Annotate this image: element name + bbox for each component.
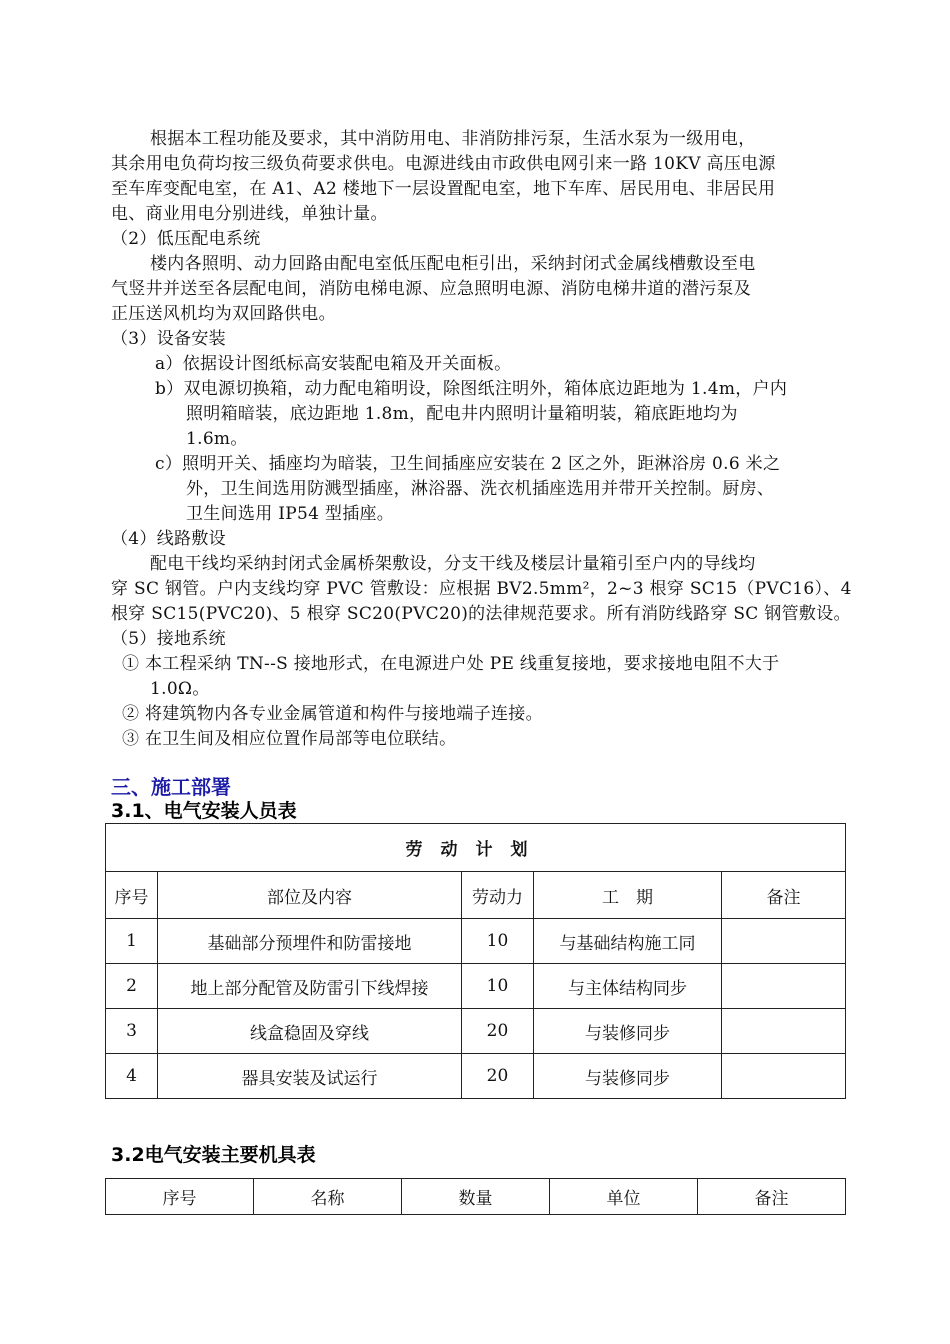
body-line: 穿 SC 钢管。户内支线均穿 PVC 管敷设：应根据 BV2.5mm²，2~3 根穿 SC15（PVC16）、4 <box>111 579 852 599</box>
table-cell: 与装修同步 <box>534 1009 722 1054</box>
body-line: 楼内各照明、动力回路由配电室低压配电柜引出，采纳封闭式金属线槽敷设至电 <box>150 254 756 274</box>
header-cell: 备注 <box>722 872 846 919</box>
body-line: c）照明开关、插座均为暗装，卫生间插座应安装在 2 区之外，距淋浴房 0.6 米之 <box>155 454 781 474</box>
body-line: （5）接地系统 <box>111 629 226 649</box>
subsection-heading-personnel: 3.1、电气安装人员表 <box>111 800 297 822</box>
table-cell <box>722 1009 846 1054</box>
table-cell: 与基础结构施工同 <box>534 919 722 964</box>
header-cell: 工 期 <box>534 872 722 919</box>
table-cell: 2 <box>106 964 158 1009</box>
table-cell: 3 <box>106 1009 158 1054</box>
labor-plan-table <box>105 823 846 1099</box>
body-line: a）依据设计图纸标高安装配电箱及开关面板。 <box>155 354 512 374</box>
subsection-heading-tools: 3.2电气安装主要机具表 <box>111 1144 316 1166</box>
header-cell: 部位及内容 <box>158 872 462 919</box>
body-line: 外，卫生间选用防溅型插座，淋浴器、洗衣机插座选用并带开关控制。厨房、 <box>186 479 775 499</box>
section-heading: 三、施工部署 <box>111 775 231 799</box>
table-row <box>106 964 846 1009</box>
body-line: 根据本工程功能及要求，其中消防用电、非消防排污泵，生活水泵为一级用电， <box>150 129 756 149</box>
table-cell: 20 <box>462 1009 534 1054</box>
body-line: 照明箱暗装，底边距地 1.8m，配电井内照明计量箱明装，箱底距地均为 <box>186 404 738 424</box>
table-row <box>106 1009 846 1054</box>
body-line: 根穿 SC15(PVC20)、5 根穿 SC20(PVC20)的法律规范要求。所有消防线路穿 SC 钢管敷设。 <box>111 604 851 624</box>
body-line: ③ 在卫生间及相应位置作局部等电位联结。 <box>122 729 457 749</box>
body-line: 1.0Ω。 <box>150 679 210 699</box>
table-cell: 基础部分预埋件和防雷接地 <box>158 919 462 964</box>
body-line: ② 将建筑物内各专业金属管道和构件与接地端子连接。 <box>122 704 543 724</box>
table-cell: 与主体结构同步 <box>534 964 722 1009</box>
body-line: 气竖井并送至各层配电间，消防电梯电源、应急照明电源、消防电梯井道的潜污泵及 <box>111 279 752 299</box>
header-cell: 劳动力 <box>462 872 534 919</box>
header-cell: 序号 <box>106 1179 254 1215</box>
body-line: 正压送风机均为双回路供电。 <box>111 304 336 324</box>
table-cell: 地上部分配管及防雷引下线焊接 <box>158 964 462 1009</box>
body-line: b）双电源切换箱，动力配电箱明设，除图纸注明外，箱体底边距地为 1.4m，户内 <box>155 379 788 399</box>
table-cell: 与装修同步 <box>534 1054 722 1099</box>
body-line: 1.6m。 <box>186 429 248 449</box>
table-row <box>106 919 846 964</box>
header-cell: 单位 <box>550 1179 698 1215</box>
table-cell: 器具安装及试运行 <box>158 1054 462 1099</box>
body-line: （2）低压配电系统 <box>111 229 261 249</box>
table-cell: 10 <box>462 964 534 1009</box>
table-cell <box>722 964 846 1009</box>
table-row <box>106 1054 846 1099</box>
table-cell <box>722 1054 846 1099</box>
body-line: 至车库变配电室，在 A1、A2 楼地下一层设置配电室，地下车库、居民用电、非居民用 <box>111 179 776 199</box>
header-cell: 数量 <box>402 1179 550 1215</box>
table-cell: 4 <box>106 1054 158 1099</box>
body-line: 卫生间选用 IP54 型插座。 <box>186 504 395 524</box>
table-cell: 10 <box>462 919 534 964</box>
body-line: ① 本工程采纳 TN--S 接地形式，在电源进户处 PE 线重复接地，要求接地电阻不大于 <box>122 654 780 674</box>
header-cell: 序号 <box>106 872 158 919</box>
body-line: 其余用电负荷均按三级负荷要求供电。电源进线由市政供电网引来一路 10KV 高压电源 <box>111 154 776 174</box>
table-header-row <box>106 872 846 919</box>
header-cell: 名称 <box>254 1179 402 1215</box>
labor-plan-title: 劳动计划 <box>106 824 846 872</box>
body-line: （4）线路敷设 <box>111 529 226 549</box>
body-line: 配电干线均采纳封闭式金属桥架敷设，分支干线及楼层计量箱引至户内的导线均 <box>150 554 756 574</box>
body-line: 电、商业用电分别进线，单独计量。 <box>111 204 388 224</box>
tools-table <box>105 1178 846 1215</box>
header-cell: 备注 <box>698 1179 846 1215</box>
table-cell: 20 <box>462 1054 534 1099</box>
table-cell: 1 <box>106 919 158 964</box>
table-header-row <box>106 1179 846 1215</box>
body-line: （3）设备安装 <box>111 329 226 349</box>
table-cell <box>722 919 846 964</box>
table-cell: 线盒稳固及穿线 <box>158 1009 462 1054</box>
